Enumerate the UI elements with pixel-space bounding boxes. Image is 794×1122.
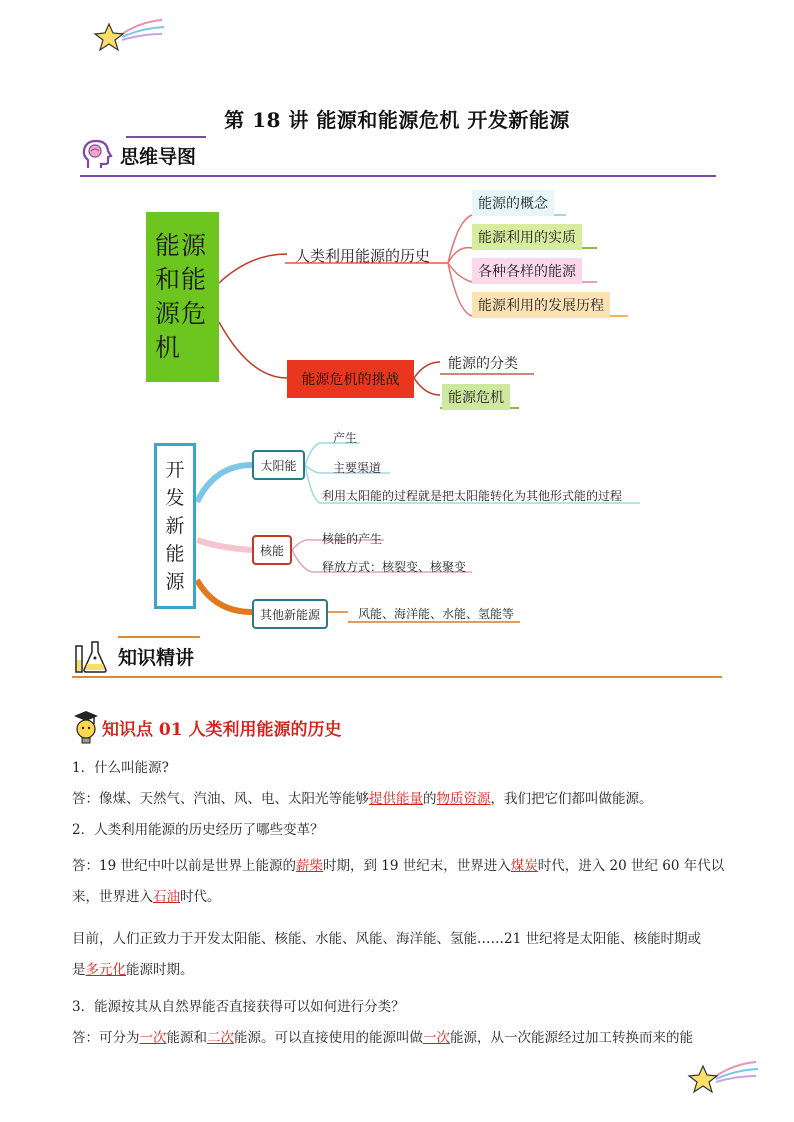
answer-1 [72,789,732,809]
root-char: 开 [165,459,185,481]
text: ，我们把它们都叫做能源。 [490,791,653,807]
mindmap2-root [154,443,196,609]
root-char: 新 [165,515,185,537]
page-title: 第 18 讲 能源和能源危机 开发新能源 [224,108,570,132]
leaf-nuclear-origin: 核能的产生 [322,532,383,546]
root-line: 源危 [155,299,208,328]
line [72,955,732,986]
node-other: 其他新能源 [252,599,328,629]
root-char: 源 [165,571,185,593]
node-solar: 太阳能 [252,450,305,480]
key-term: 一次 [423,1030,450,1046]
key-term: 石油 [153,889,180,905]
kp-header [72,708,342,746]
key-term: 薪柴 [295,858,323,874]
section-title-mindmap: 思维导图 [120,145,197,168]
text: 来，世界进入 [72,889,153,905]
line [72,882,732,913]
node-nuclear: 核能 [252,535,292,565]
text: 的 [423,791,437,807]
key-term: 一次 [139,1030,167,1046]
leaf-energy-concept: 能源的概念 [472,190,554,216]
star-decoration-icon [686,1058,760,1098]
answer-2 [72,851,732,913]
text: 能源和 [166,1030,207,1046]
question-2: 2．人类利用能源的历史经历了哪些变革？ [72,822,324,838]
answer-3 [72,1028,732,1048]
leaf-energy-crisis: 能源危机 [442,384,510,410]
section-title-knowledge: 知识精讲 [118,646,195,669]
key-term: 煤炭 [510,858,538,874]
root-char: 发 [165,487,185,509]
leaf-solar-process: 利用太阳能的过程就是把太阳能转化为其他形式能的过程 [322,489,623,503]
text: 是 [72,962,86,978]
mindmap2-connectors [0,420,794,630]
leaf-other-list: 风能、海洋能、水能、氢能等 [358,607,515,621]
root-line: 和能 [155,265,208,294]
leaf-solar-channels: 主要渠道 [333,461,382,475]
text: 答：可分为 [72,1030,140,1046]
text: 时期，到 19 世纪末，世界进入 [322,858,511,874]
text: 答：19 世纪中叶以前是世界上能源的 [72,858,296,874]
root-line: 能源 [155,231,208,260]
key-term: 多元化 [85,962,126,978]
text: 答：像煤、天然气、汽油、风、电、太阳光等能够 [72,791,369,807]
flask-icon [72,638,112,674]
text: 时代，进入 20 世纪 60 年代以 [537,858,725,874]
branch-history: 人类利用能源的历史 [295,247,431,265]
line: 目前，人们正致力于开发太阳能、核能、水能、风能、海洋能、氢能……21 世纪将是太阳能、核能时期或 [72,931,701,947]
leaf-energy-classification: 能源的分类 [448,356,518,372]
mindmap1-root [146,212,219,382]
section-header-knowledge [72,638,194,674]
paragraph-3 [72,924,732,986]
key-term: 提供能量 [369,791,423,807]
kp-title: 知识点 01 人类利用能源的历史 [102,719,342,740]
graduate-bulb-icon [72,708,100,746]
mindmap1-connectors [0,0,794,420]
text: 能源时期。 [126,962,194,978]
kp-body [72,758,732,1048]
root-line: 机 [155,333,182,362]
key-term: 二次 [207,1030,234,1046]
text: 能源。可以直接使用的能源叫做 [234,1030,423,1046]
text: 能源，从一次能源经过加工转换而来的能 [450,1030,693,1046]
question-1: 1．什么叫能源? [72,760,169,776]
text: 时代。 [180,889,221,905]
root-char: 能 [165,543,185,565]
leaf-energy-development: 能源利用的发展历程 [472,292,610,318]
line [72,851,732,882]
section-rule [72,676,722,678]
leaf-energy-types: 各种各样的能源 [472,258,582,284]
leaf-energy-essence: 能源利用的实质 [472,224,582,250]
leaf-nuclear-release: 释放方式：核裂变、核聚变 [322,560,467,574]
question-3: 3．能源按其从自然界能否直接获得可以如何进行分类？ [72,999,405,1015]
key-term: 物质资源 [436,791,491,807]
section-rule-top [118,636,200,638]
branch-crisis: 能源危机的挑战 [287,360,414,398]
leaf-solar-origin: 产生 [333,431,358,445]
